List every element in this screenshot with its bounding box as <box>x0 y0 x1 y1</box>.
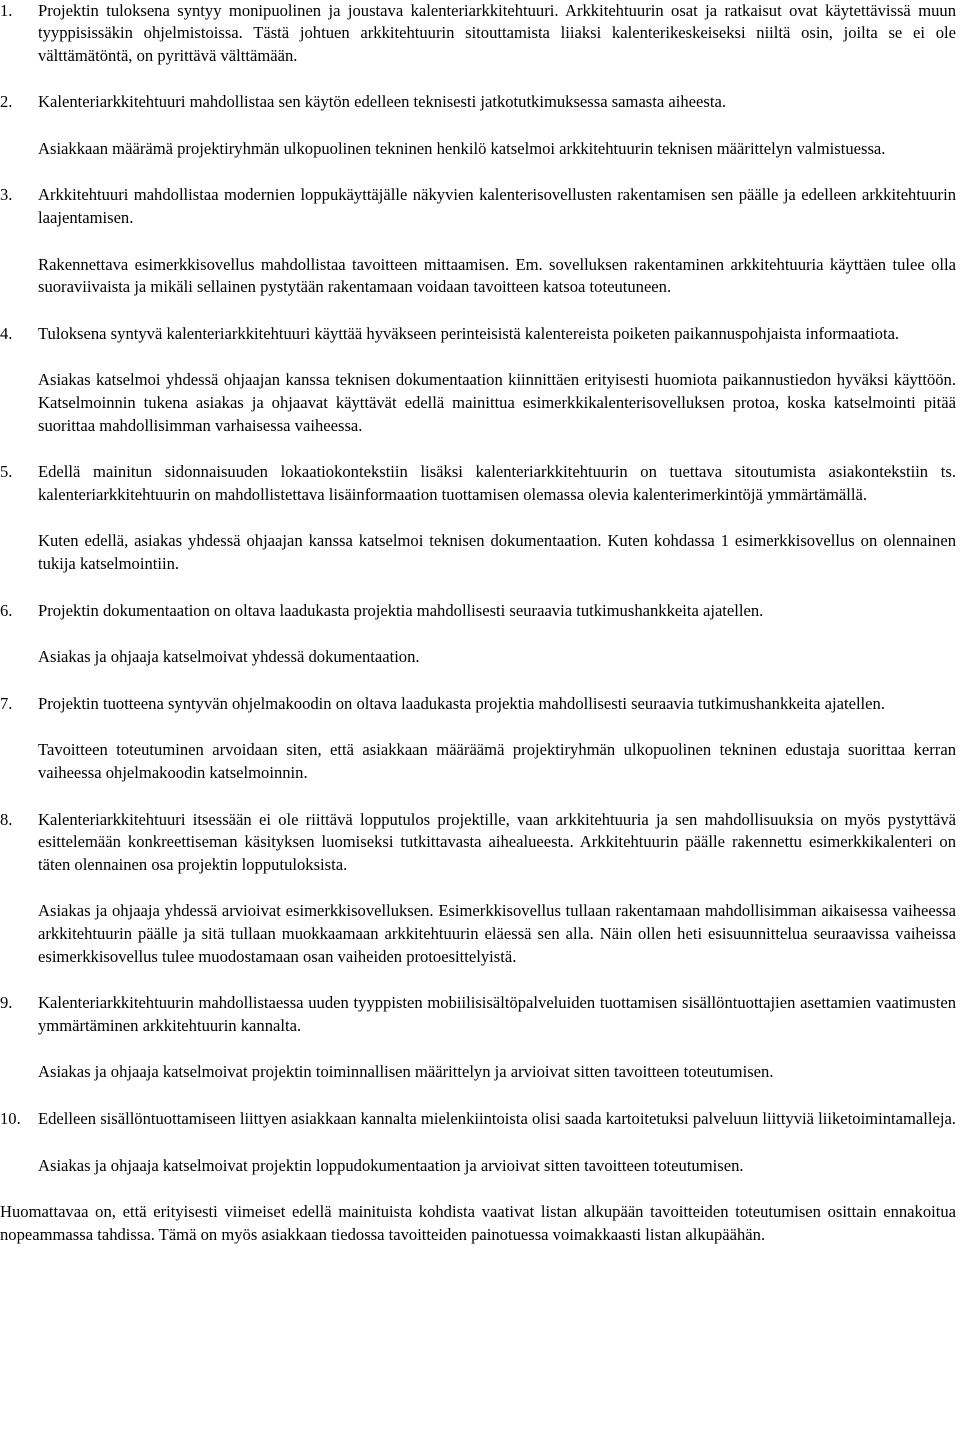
item-number: 10. <box>0 1108 21 1128</box>
item-paragraph: Asiakkaan määrämä projektiryhmän ulkopuolinen tekninen henkilö katselmoi arkkitehtuurin teknisen määrittelyn valmistuessa. <box>38 138 886 158</box>
item-number: 6. <box>0 600 13 620</box>
list-item-10 <box>0 1108 956 1177</box>
item-paragraph: Kalenteriarkkitehtuurin mahdollistaessa uuden tyyppisten mobiilisisältöpalveluiden tuottamisen sisällöntuottajien asettamien vaatimusten ymmärtäminen arkkitehtuurin kannalta. <box>38 993 956 1035</box>
list-item-1 <box>0 0 956 67</box>
item-number: 1. <box>0 0 13 20</box>
item-paragraph: Rakennettava esimerkkisovellus mahdollistaa tavoitteen mittaamisen. Em. sovelluksen rakentaminen arkkitehtuuria käyttäen tulee olla suoraviivaista ja mikäli sellainen pystytään rakentamaan voidaan tavoitteen katsoa toteutuneen. <box>38 254 956 297</box>
item-paragraph: Kuten edellä, asiakas yhdessä ohjaajan kanssa katselmoi teknisen dokumentaation. Kuten kohdassa 1 esimerkkisovellus on olennainen tukija katselmointiin. <box>38 531 956 573</box>
item-paragraph: Asiakas ja ohjaaja katselmoivat yhdessä dokumentaation. <box>38 647 420 667</box>
item-number: 5. <box>0 462 13 482</box>
item-paragraph: Asiakas ja ohjaaja yhdessä arvioivat esimerkkisovelluksen. Esimerkkisovellus tullaan rakentamaan mahdollisimman aikaisessa vaiheessa arkkitehtuurin päälle ja sitä tullaan muokkaamaan arkkitehtuurin eläessä sen alla. Näin ollen heti esisuunnittelua seuraavissa vaiheissa esimerkkisovellus tulee muodostamaan osan vaiheiden protoesittelyistä. <box>38 901 956 966</box>
item-paragraph: Projektin tuloksena syntyy monipuolinen ja joustava kalenteriarkkitehtuuri. Arkkitehtuurin osat ja ratkaisut ovat käytettävissä muun tyyppisissäkin ohjelmistoissa. Tästä johtuen arkkitehtuurin sitouttamista liiaksi kalenterikeskeiseksi niiltä osin, joilta se ei ole välttämätöntä, on pyrittävä välttämään. <box>38 0 956 65</box>
item-number: 9. <box>0 993 13 1013</box>
item-paragraph: Edellä mainitun sidonnaisuuden lokaatiokontekstiin lisäksi kalenteriarkkitehtuurin on tuettava sitoutumista asiakontekstiin ts. kalenteriarkkitehtuurin on mahdollistettava lisäinformaation tuottamisen olemassa olevia kalenterimerkintöjä ymmärtämällä. <box>38 462 956 504</box>
item-paragraph: Tuloksena syntyvä kalenteriarkkitehtuuri käyttää hyväkseen perinteisistä kalentereista poiketen paikannuspohjaista informaatiota. <box>38 323 900 343</box>
list-item-7 <box>0 693 956 785</box>
list-item-4 <box>0 323 956 437</box>
item-number: 8. <box>0 809 13 829</box>
item-paragraph: Asiakas ja ohjaaja katselmoivat projektin loppudokumentaation ja arvioivat sitten tavoitteen toteutumisen. <box>38 1155 744 1175</box>
item-number: 4. <box>0 323 13 343</box>
item-paragraph: Projektin tuotteena syntyvän ohjelmakoodin on oltava laadukasta projektia mahdollisesti seuraavia tutkimushankkeita ajatellen. <box>38 693 885 713</box>
item-paragraph: Tavoitteen toteutuminen arvoidaan siten, että asiakkaan määräämä projektiryhmän ulkopuolinen tekninen edustaja suorittaa kerran vaiheessa ohjelmakoodin katselmoinnin. <box>38 740 956 782</box>
item-paragraph: Edelleen sisällöntuottamiseen liittyen asiakkaan kannalta mielenkiintoista olisi saada kartoitetuksi palveluun liittyviä liiketoimintamalleja. <box>38 1108 956 1128</box>
item-paragraph: Projektin dokumentaation on oltava laadukasta projektia mahdollisesti seuraavia tutkimushankkeita ajatellen. <box>38 600 764 620</box>
closing-paragraph: Huomattavaa on, että erityisesti viimeiset edellä mainituista kohdista vaativat listan alkupään tavoitteiden toteutumisen osittain ennakoitua nopeammassa tahdissa. Tämä on myös asiakkaan tiedossa tavoitteiden painotuessa voimakkaasti listan alkupäähän. <box>0 1202 956 1244</box>
item-number: 3. <box>0 185 13 205</box>
item-paragraph: Asiakas katselmoi yhdessä ohjaajan kanssa teknisen dokumentaation kiinnittäen erityisesti huomiota paikannustiedon hyväksi käyttöön. Katselmoinnin tukena asiakas ja ohjaavat käyttävät edellä mainittua esimerkkikalenterisovelluksen protoa, koska katselmointi pitää suorittaa mahdollisimman varhaisessa vaiheessa. <box>38 370 956 435</box>
list-item-9 <box>0 992 956 1084</box>
list-item-6 <box>0 600 956 669</box>
item-paragraph: Kalenteriarkkitehtuuri mahdollistaa sen käytön edelleen teknisesti jatkotutkimuksessa samasta aiheesta. <box>38 92 726 112</box>
item-paragraph: Arkkitehtuuri mahdollistaa modernien loppukäyttäjälle näkyvien kalenterisovellusten rakentamisen sen päälle ja edelleen arkkitehtuurin laajentamisen. <box>38 185 956 228</box>
item-paragraph: Asiakas ja ohjaaja katselmoivat projektin toiminnallisen määrittelyn ja arvioivat sitten tavoitteen toteutumisen. <box>38 1062 774 1082</box>
item-paragraph: Kalenteriarkkitehtuuri itsessään ei ole riittävä lopputulos projektille, vaan arkkitehtuuria ja sen mahdollisuuksia on myös pystyttävä esittelemään konkreettiseman käsityksen luomiseksi tutkittavasta aihealueesta. Arkkitehtuurin päälle rakennettu esimerkkikalenteri on täten olennainen osa projektin lopputuloksista. <box>38 809 956 874</box>
list-item-3 <box>0 184 956 298</box>
item-number: 2. <box>0 92 13 112</box>
list-item-8 <box>0 809 956 969</box>
list-item-2 <box>0 91 956 160</box>
list-item-5 <box>0 461 956 575</box>
item-number: 7. <box>0 693 13 713</box>
